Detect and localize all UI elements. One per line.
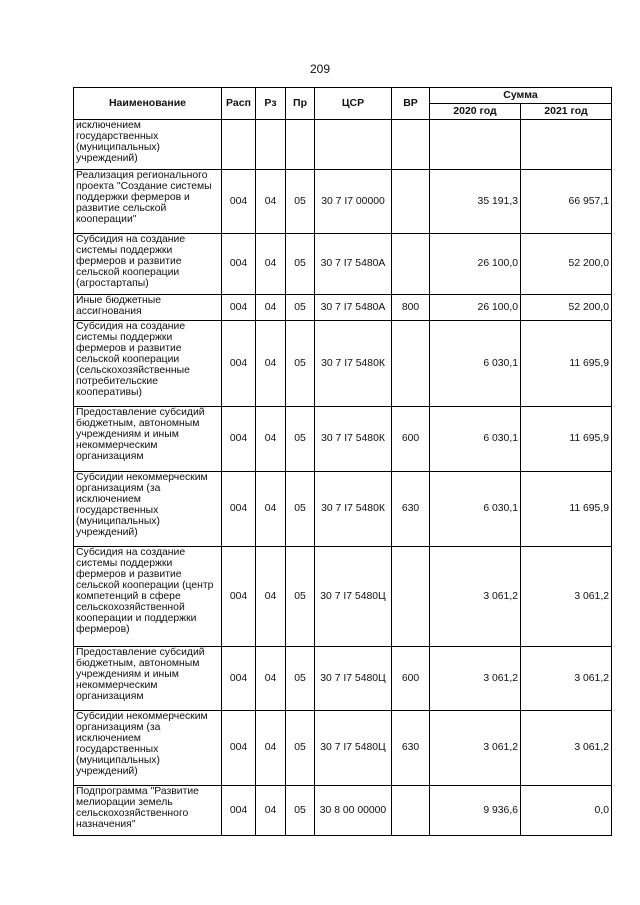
cell-sum-2021: 0,0 [521,786,612,836]
cell-name: Предоставление субсидий бюджетным, автономным учреждениям и иным некоммерческим организациям [74,647,222,711]
cell-sum-2021: 3 061,2 [521,647,612,711]
table-row [74,786,612,836]
table-row [74,547,612,647]
cell-sum-2021: 52 200,0 [521,234,612,295]
cell-rz: 04 [256,321,286,407]
cell-sum-2020: 3 061,2 [430,547,521,647]
header-csr: ЦСР [315,88,392,120]
cell-vr: 800 [392,295,430,321]
cell-rasp: 004 [222,547,256,647]
cell-pr: 05 [286,234,315,295]
cell-vr [392,120,430,170]
cell-name: Реализация регионального проекта "Создание системы поддержки фермеров и развитие сельской кооперации" [74,170,222,234]
cell-rasp: 004 [222,472,256,547]
table-row [74,170,612,234]
cell-vr: 600 [392,647,430,711]
cell-sum-2021: 66 957,1 [521,170,612,234]
cell-sum-2020: 3 061,2 [430,647,521,711]
cell-rasp: 004 [222,295,256,321]
cell-name: Предоставление субсидий бюджетным, автономным учреждениям и иным некоммерческим организациям [74,407,222,472]
cell-name: Иные бюджетные ассигнования [74,295,222,321]
cell-csr: 30 7 I7 5480К [315,472,392,547]
cell-sum-2021 [521,120,612,170]
cell-sum-2020: 6 030,1 [430,407,521,472]
cell-rasp: 004 [222,786,256,836]
cell-pr: 05 [286,295,315,321]
cell-vr [392,234,430,295]
cell-vr: 630 [392,711,430,786]
cell-pr: 05 [286,547,315,647]
header-year-2021: 2021 год [521,104,612,120]
table-row [74,295,612,321]
cell-csr: 30 7 I7 5480К [315,407,392,472]
cell-pr [286,120,315,170]
cell-rz: 04 [256,407,286,472]
cell-sum-2021: 11 695,9 [521,321,612,407]
table-body [74,120,612,836]
table-row [74,647,612,711]
cell-sum-2020: 26 100,0 [430,234,521,295]
cell-vr [392,547,430,647]
cell-rasp: 004 [222,234,256,295]
header-name: Наименование [74,88,222,120]
cell-name: Субсидия на создание системы поддержки фермеров и развитие сельской кооперации (сельскохозяйственные потребительские кооперативы) [74,321,222,407]
cell-rasp: 004 [222,321,256,407]
cell-csr: 30 8 00 00000 [315,786,392,836]
cell-vr [392,786,430,836]
cell-pr: 05 [286,170,315,234]
cell-rz: 04 [256,647,286,711]
cell-sum-2021: 3 061,2 [521,547,612,647]
cell-sum-2020: 3 061,2 [430,711,521,786]
cell-rz: 04 [256,547,286,647]
cell-rz: 04 [256,711,286,786]
cell-csr: 30 7 I7 5480Ц [315,647,392,711]
cell-vr: 630 [392,472,430,547]
cell-csr: 30 7 I7 5480К [315,321,392,407]
cell-vr [392,170,430,234]
cell-sum-2021: 11 695,9 [521,472,612,547]
cell-rz: 04 [256,786,286,836]
cell-rz: 04 [256,295,286,321]
cell-vr [392,321,430,407]
table-row [74,120,612,170]
cell-csr: 30 7 I7 5480А [315,234,392,295]
cell-name: Подпрограмма "Развитие мелиорации земель сельскохозяйственного назначения" [74,786,222,836]
table-row [74,407,612,472]
cell-vr: 600 [392,407,430,472]
cell-name: исключением государственных (муниципальных) учреждений) [74,120,222,170]
cell-pr: 05 [286,786,315,836]
cell-rasp [222,120,256,170]
cell-name: Субсидия на создание системы поддержки фермеров и развитие сельской кооперации (центр компетенций в сфере сельскохозяйственной кооперации и поддержки фермеров) [74,547,222,647]
cell-rasp: 004 [222,170,256,234]
table-row [74,472,612,547]
table-header [74,88,612,120]
cell-csr: 30 7 I7 00000 [315,170,392,234]
cell-rasp: 004 [222,407,256,472]
cell-sum-2020: 9 936,6 [430,786,521,836]
table-row [74,234,612,295]
cell-sum-2021: 3 061,2 [521,711,612,786]
cell-csr: 30 7 I7 5480А [315,295,392,321]
cell-rz: 04 [256,234,286,295]
cell-sum-2021: 52 200,0 [521,295,612,321]
page-number: 209 [309,62,331,76]
cell-rz: 04 [256,170,286,234]
table-row [74,321,612,407]
header-sum: Сумма [430,88,612,104]
cell-sum-2020: 35 191,3 [430,170,521,234]
cell-csr [315,120,392,170]
cell-sum-2020 [430,120,521,170]
cell-rasp: 004 [222,647,256,711]
cell-rz: 04 [256,472,286,547]
cell-rasp: 004 [222,711,256,786]
cell-pr: 05 [286,472,315,547]
cell-sum-2020: 6 030,1 [430,321,521,407]
header-year-2020: 2020 год [430,104,521,120]
cell-name: Субсидии некоммерческим организациям (за исключением государственных (муниципальных) учреждений) [74,711,222,786]
cell-name: Субсидия на создание системы поддержки фермеров и развитие сельской кооперации (агростартапы) [74,234,222,295]
cell-csr: 30 7 I7 5480Ц [315,547,392,647]
cell-name: Субсидии некоммерческим организациям (за исключением государственных (муниципальных) учреждений) [74,472,222,547]
cell-csr: 30 7 I7 5480Ц [315,711,392,786]
cell-pr: 05 [286,711,315,786]
table-row [74,711,612,786]
header-rz: Рз [256,88,286,120]
cell-sum-2021: 11 695,9 [521,407,612,472]
cell-rz [256,120,286,170]
header-rasp: Расп [222,88,256,120]
budget-table [73,87,612,836]
cell-sum-2020: 26 100,0 [430,295,521,321]
header-pr: Пр [286,88,315,120]
cell-pr: 05 [286,407,315,472]
cell-pr: 05 [286,321,315,407]
cell-pr: 05 [286,647,315,711]
cell-sum-2020: 6 030,1 [430,472,521,547]
header-vr: ВР [392,88,430,120]
